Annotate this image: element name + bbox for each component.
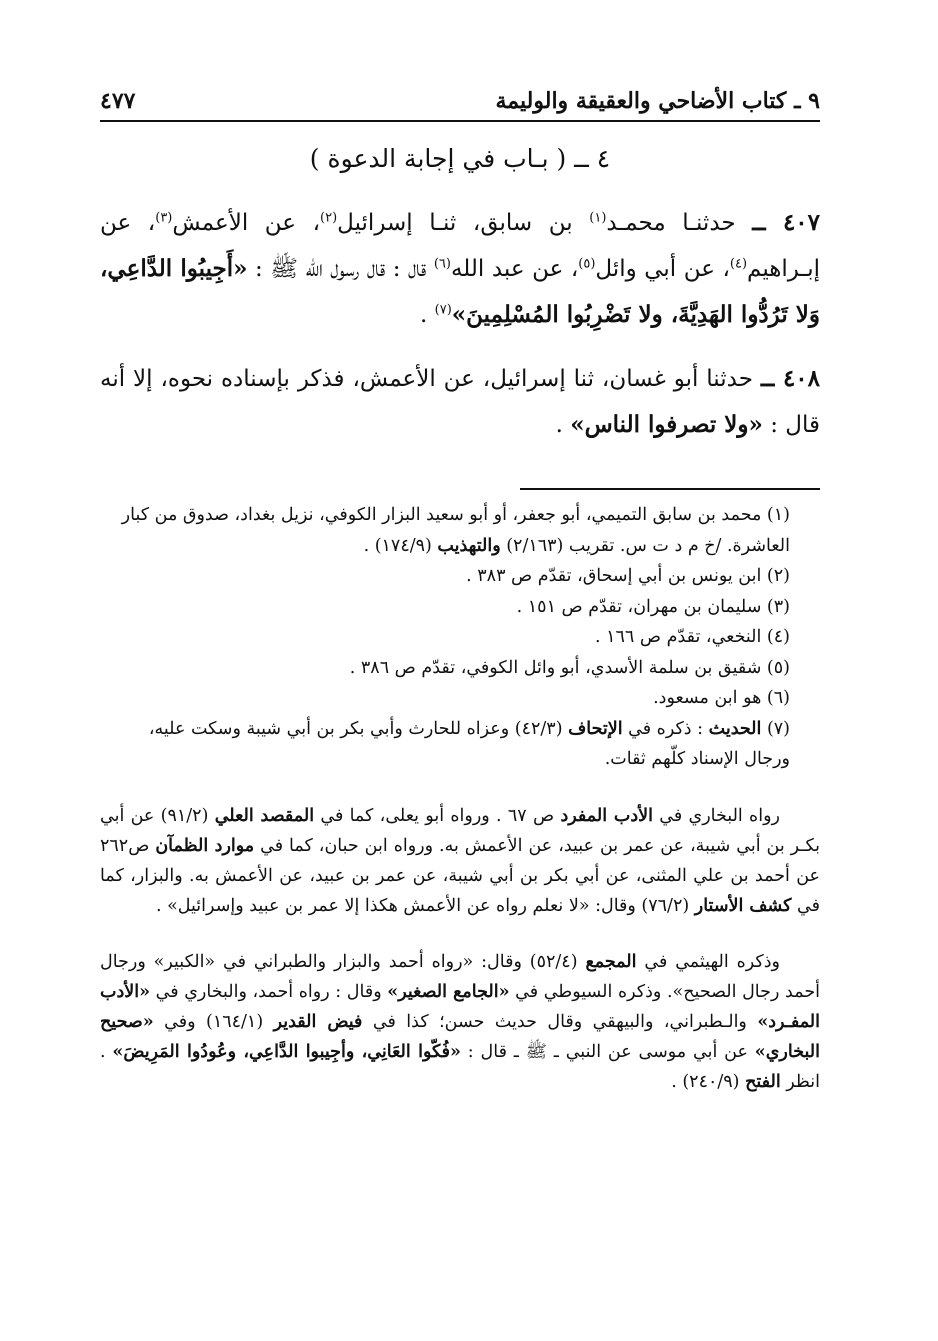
hadith-end: . [555,412,571,438]
para-text: (١٦٤/١) وفي [153,1011,274,1032]
hadith-408 [100,356,820,448]
section-title: ٤ ــ ( بـاب في إجابة الدعوة ) [309,144,611,173]
hadith-text: حدثنـا محمـد [606,210,753,236]
para-text: والـطبراني، والبيهقي وقال حديث حسن؛ كذا في [362,1011,758,1032]
footnote-ref: (١) [589,210,607,226]
prophetic-quote: «فُكّوا العَانِي، وأجِيبوا الدَّاعِي، وعُودُوا المَرِيضَ» [112,1041,461,1062]
para-text: (٩١/٢) عن أبي بكـر بن أبي شيبة، عن عمر بن عبيد، عن الأعمش به. ورواه ابن حبان، كما في [100,805,820,856]
running-header [100,80,820,122]
footnote-ref: (٦) [433,256,451,272]
footnote-6: (٦) هو ابن مسعود. [653,688,790,708]
footnote-bold: الحديث [708,718,762,739]
footnotes [100,500,820,775]
para-text: ص ٦٧ . ورواه أبو يعلى، كما في [314,805,561,826]
footnote-ref: (٣) [155,210,173,226]
book-title: المجمع [585,951,637,972]
prophetic-quote: «ولا تصرفوا الناس» [570,411,763,438]
hadith-text: قال : قال رسول الله ﷺ : [247,256,434,282]
hadith-text: حدثنا أبو غسان، ثنا إسرائيل، عن الأعمش، فذكر بإسناده نحوه، إلا أنه قال : [100,366,820,438]
hadith-text: ، عن الأعمش [172,210,321,236]
footnote-text: : ذكره في [622,718,709,739]
footnote-text: (١٧٤/٩) . [363,535,438,556]
para-text: (٢٤٠/٩) . [671,1071,746,1092]
footnote-4: (٤) النخعي، تقدّم ص ١٦٦ . [594,627,790,647]
footnote-3: (٣) سليمان بن مهران، تقدّم ص ١٥١ . [516,596,790,617]
footnote-ref: (٤) [729,256,748,272]
book-title: الأدب المفرد [560,805,653,826]
book-title: موارد الظمآن [155,835,255,856]
footnote-2: (٢) ابن يونس بن أبي إسحاق، تقدّم ص ٣٨٣ . [466,566,790,586]
para-text: (٧٦/٢) وقال: «لا نعلم رواه عن الأعمش هكذا إلا عمر بن عبيد وإسرائيل» . [155,895,695,916]
book-title: فيض القدير [273,1011,363,1032]
footnote-text: (٧) [761,718,790,739]
book-title: كشف الأستار [694,895,792,916]
book-title: «الجامع الصغير» [387,981,510,1002]
hadith-text: ، عن عبد الله [450,256,579,282]
takhrij-paragraph-1 [100,801,820,921]
book-title: الفتح [745,1071,781,1092]
hadith-end: . [420,302,435,328]
hadith-number: ٤٠٨ ــ [760,365,820,392]
footnote-1 [100,500,820,561]
hadith-text: ، عن أبي وائل [595,256,730,282]
para-text: . انظر [100,1041,820,1092]
hadith-407 [100,200,820,338]
para-text: رواه البخاري في [652,805,780,826]
hadith-number: ٤٠٧ ــ [752,209,820,236]
footnote-bold: الإتحاف [568,718,623,739]
book-title: المقصد العلي [214,805,315,826]
prophetic-quote: «أَجِيبُوا الدَّاعِي، وَلا تَرُدُّوا الهَدِيَّةَ، ولا تَضْرِبُوا المُسْلِمِينَ» [100,255,820,328]
chapter-title: ٩ ـ كتاب الأضاحي والعقيقة والوليمة [495,88,820,114]
page-number: ٤٧٧ [100,88,136,114]
para-text: وذكره الهيثمي في [636,951,780,972]
book-title: «صحيح البخاري» [100,1011,820,1062]
para-text: وقال : رواه أحمد، والبخاري في [150,981,388,1002]
hadith-text: ، عن إبـراهيم [100,210,821,282]
footnote-separator [520,488,820,490]
footnote-7 [100,714,820,775]
footnote-ref: (٥) [578,256,596,272]
hadith-text: بن سابق، ثنـا إسرائيل [337,210,590,236]
footnote-ref: (٧) [434,302,452,318]
footnote-5: (٥) شقيق بن سلمة الأسدي، أبو وائل الكوفي، تقدّم ص ٣٨٦ . [349,657,790,678]
footnote-text: (١) محمد بن سابق التميمي، أبو جعفر، أو أبو سعيد البزار الكوفي، نزيل بغداد، صدوق من كبار العاشرة. /خ م د ت س. تقريب (٢/١٦٣) [121,505,790,556]
footnote-ref: (٢) [320,210,338,226]
para-text: عن أبي موسى عن النبي ـ ﷺ ـ قال : [460,1041,755,1062]
book-page [100,80,820,1097]
takhrij-paragraph-2 [100,947,820,1097]
footnote-bold: والتهذيب [437,535,501,556]
para-text: ص٢٦٢ عن أحمد بن علي المثنى، عن أبي بكر بن أبي شيبة، عن عمر بن عبيد، عن الأعمش به. والبزار، كما في [100,835,820,916]
para-text: (٥٢/٤) وقال: «رواه أحمد والبزار والطبراني في «الكبير» ورجال أحمد رجال الصحيح». وذكره السيوطي في [100,951,820,1002]
book-title: «الأدب المفـرد» [100,981,821,1032]
footnote-text: (٤٢/٣) وعزاه للحارث وأبي بكر بن أبي شيبة وسكت عليه، ورجال الإسناد كلّهم ثقات. [148,718,790,769]
